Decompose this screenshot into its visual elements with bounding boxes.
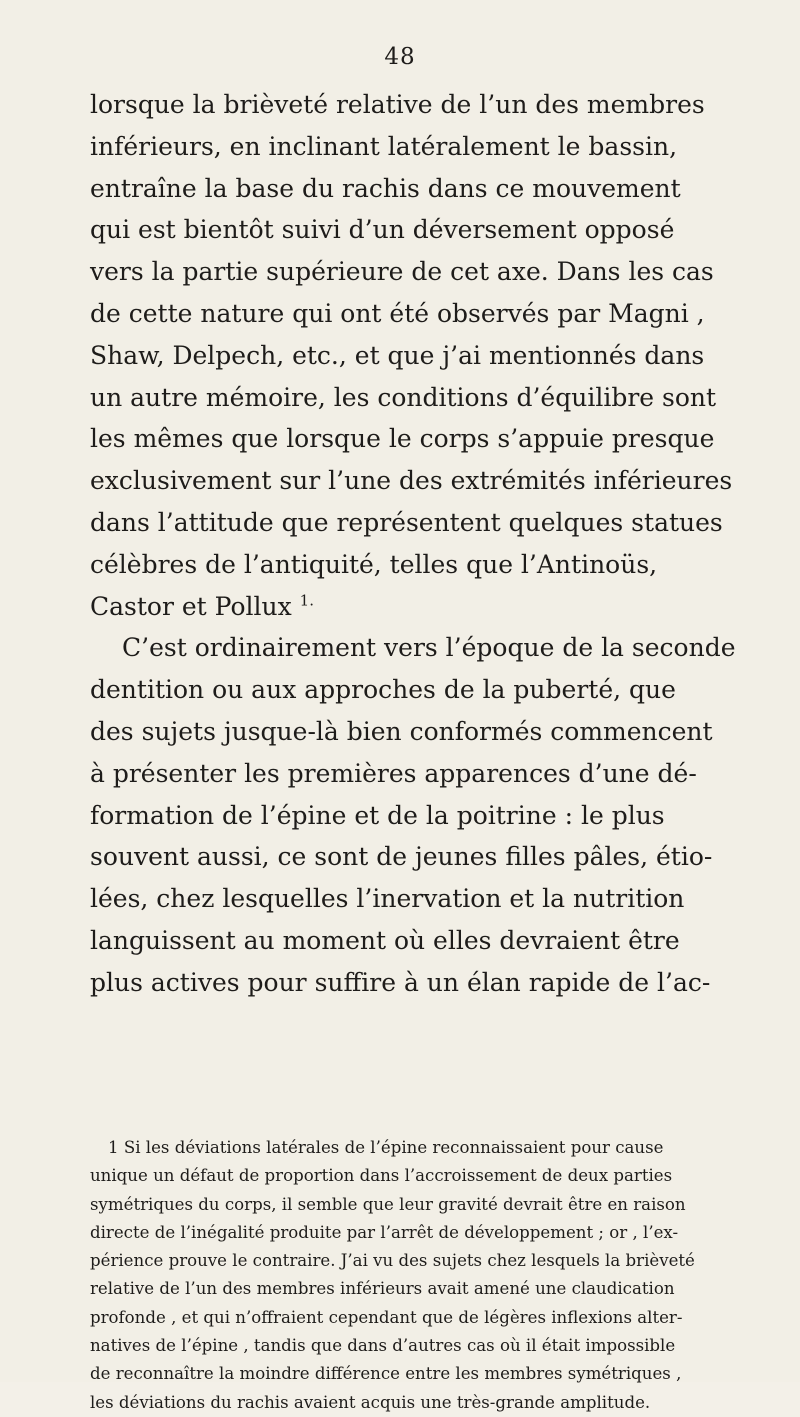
text-line: plus actives pour suffire à un élan rapide de l’ac- <box>90 967 711 997</box>
text-line: vers la partie supérieure de cet axe. Dans les cas <box>90 257 714 287</box>
footnote <box>90 1134 750 1417</box>
footnote-line: directe de l’inégalité produite par l’arrêt de développement ; or , l’ex- <box>90 1222 679 1242</box>
footnote-line: de reconnaître la moindre différence entre les membres symétriques , <box>90 1364 682 1384</box>
footnote-line: les déviations du rachis avaient acquis une très-grande amplitude. <box>90 1392 651 1412</box>
text-line: des sujets jusque-là bien conformés commencent <box>90 716 713 746</box>
text-line: souvent aussi, ce sont de jeunes filles pâles, étio- <box>90 842 713 872</box>
text-line: formation de l’épine et de la poitrine : le plus <box>90 800 665 830</box>
text-line: Shaw, Delpech, etc., et que j’ai mentionnés dans <box>90 340 705 370</box>
text-line: célèbres de l’antiquité, telles que l’Antinoüs, <box>90 549 658 579</box>
footnote-line: périence prouve le contraire. J’ai vu des sujets chez lesquels la brièveté <box>90 1251 695 1271</box>
footnote-line: unique un défaut de proportion dans l’accroissement de deux parties <box>90 1166 673 1186</box>
text-line: inférieurs, en inclinant latéralement le bassin, <box>90 131 678 161</box>
text-line: dentition ou aux approches de la puberté, que <box>90 675 676 705</box>
footnote-reference[interactable]: 1. <box>299 591 314 610</box>
text-line: lorsque la brièveté relative de l’un des membres <box>90 90 705 119</box>
text-line: dans l’attitude que représentent quelques statues <box>90 507 723 537</box>
footnote-line: 1 Si les déviations latérales de l’épine reconnaissaient pour cause <box>108 1138 664 1157</box>
text-line: entraîne la base du rachis dans ce mouvement <box>90 173 681 203</box>
text-line: exclusivement sur l’une des extrémités inférieures <box>90 466 733 496</box>
text-line: qui est bientôt suivi d’un déversement opposé <box>90 215 675 245</box>
text-line: Castor et Pollux <box>90 591 300 621</box>
text-line: les mêmes que lorsque le corps s’appuie presque <box>90 424 715 454</box>
footnote-line: relative de l’un des membres inférieurs avait amené une claudication <box>90 1279 675 1299</box>
body-text <box>90 84 754 1004</box>
text-line: à présenter les premières apparences d’une dé- <box>90 758 697 788</box>
text-line: lées, chez lesquelles l’inervation et la nutrition <box>90 884 685 914</box>
footnote-line: symétriques du corps, il semble que leur gravité devrait être en raison <box>90 1194 686 1214</box>
text-line: languissent au moment où elles devraient être <box>90 925 680 955</box>
paragraph-start-line: C’est ordinairement vers l’époque de la seconde <box>122 633 736 663</box>
text-line: de cette nature qui ont été observés par Magni , <box>90 298 705 328</box>
page-number: 48 <box>384 44 416 70</box>
text-line-with-footnote <box>90 586 754 628</box>
text-line: un autre mémoire, les conditions d’équilibre sont <box>90 382 717 412</box>
footnote-line: profonde , et qui n’offraient cependant que de légères inflexions alter- <box>90 1307 683 1327</box>
footnote-line: natives de l’épine , tandis que dans d’autres cas où il était impossible <box>90 1336 676 1356</box>
